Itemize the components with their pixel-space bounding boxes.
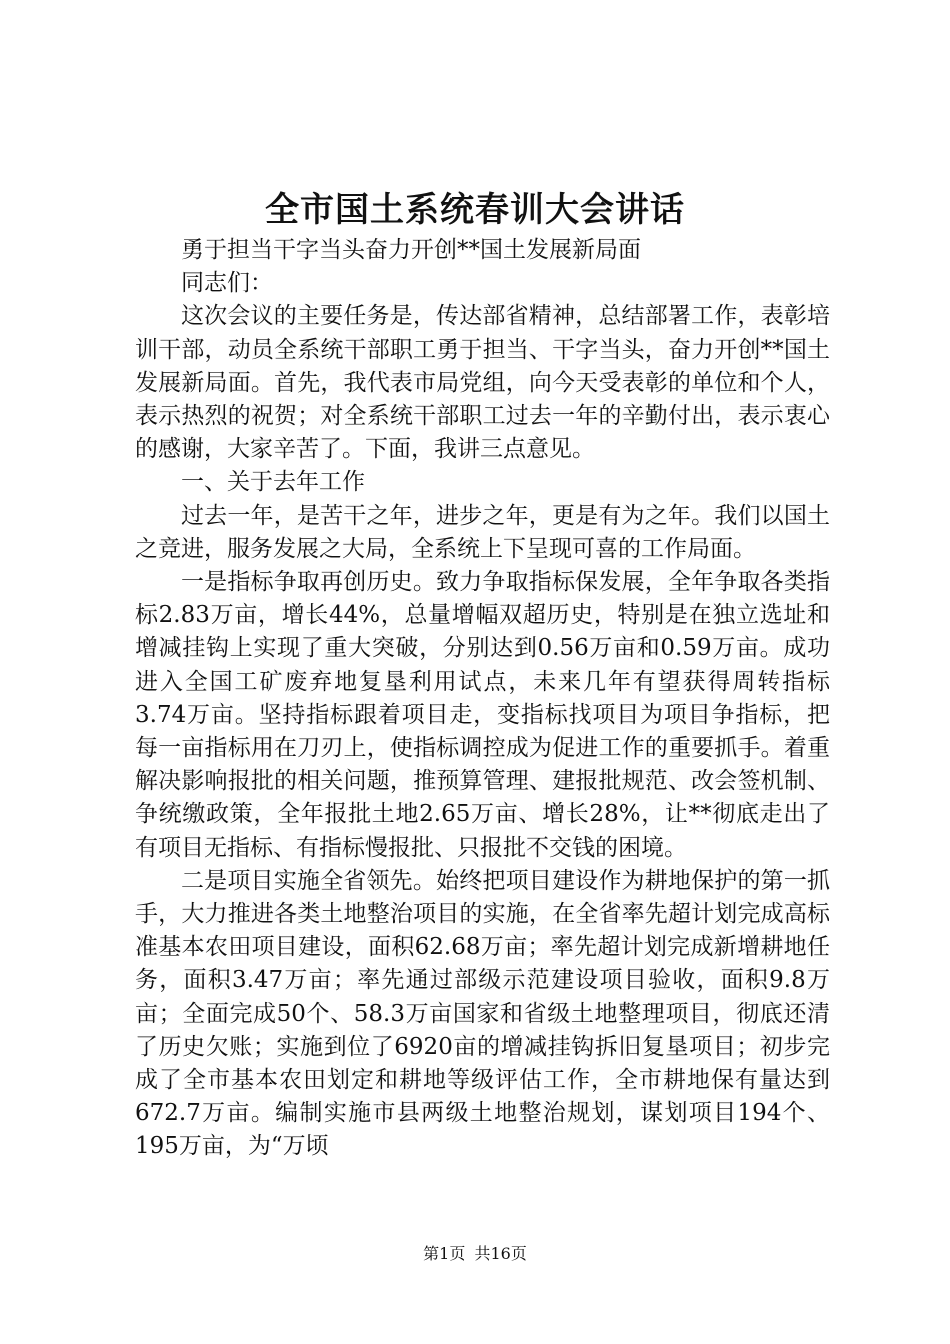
salutation-paragraph: 同志们： — [181, 270, 273, 297]
section-heading: 一、关于去年工作 — [181, 469, 365, 496]
body-paragraph: 这次会议的主要任务是，传达部省精神，总结部署工作，表彰培训干部，动员全系统干部职工勇于担当、干字当头，奋力开创**国土发展新局面。首先，我代表市局党组，向今天受表彰的单位和个人，表示热烈的祝贺；对全系统干部职工过去一年的辛勤付出，表示衷心的感谢，大家辛苦了。下面，我讲三点意见。 — [135, 303, 830, 463]
page-footer — [0, 1242, 950, 1266]
page-total: 共16页 — [474, 1244, 527, 1263]
body-paragraph: 二是项目实施全省领先。始终把项目建设作为耕地保护的第一抓手，大力推进各类土地整治项目的实施，在全省率先超计划完成高标准基本农田项目建设，面积62.68万亩；率先超计划完成新增耕地任务，面积3.47万亩；率先通过部级示范建设项目验收，面积9.8万亩；全面完成50个、58.3万亩国家和省级土地整理项目，彻底还清了历史欠账；实施到位了6920亩的增减挂钩拆旧复垦项目；初步完成了全市基本农田划定和耕地等级评估工作，全市耕地保有量达到672.7万亩。编制实施市县两级土地整治规划，谋划项目194个、195万亩，为“万顷 — [135, 867, 830, 1160]
document-title: 全市国土系统春训大会讲话 — [265, 190, 685, 230]
document-body — [135, 234, 830, 1164]
subtitle-paragraph: 勇于担当干字当头奋力开创**国土发展新局面 — [181, 237, 641, 263]
body-paragraph: 一是指标争取再创历史。致力争取指标保发展，全年争取各类指标2.83万亩，增长44%，总量增幅双超历史，特别是在独立选址和增减挂钩上实现了重大突破，分别达到0.56万亩和0.59万亩。成功进入全国工矿废弃地复垦利用试点，未来几年有望获得周转指标3.74万亩。坚持指标跟着项目走，变指标找项目为项目争指标，把每一亩指标用在刀刃上，使指标调控成为促进工作的重要抓手。着重解决影响报批的相关问题，推预算管理、建报批规范、改会签机制、争统缴政策，全年报批土地2.65万亩、增长28%，让**彻底走出了有项目无指标、有指标慢报批、只报批不交钱的困境。 — [135, 569, 830, 861]
page-number: 第1页 — [423, 1244, 466, 1263]
body-paragraph: 过去一年，是苦干之年，进步之年，更是有为之年。我们以国土之竞进，服务发展之大局，全系统上下呈现可喜的工作局面。 — [135, 502, 830, 562]
